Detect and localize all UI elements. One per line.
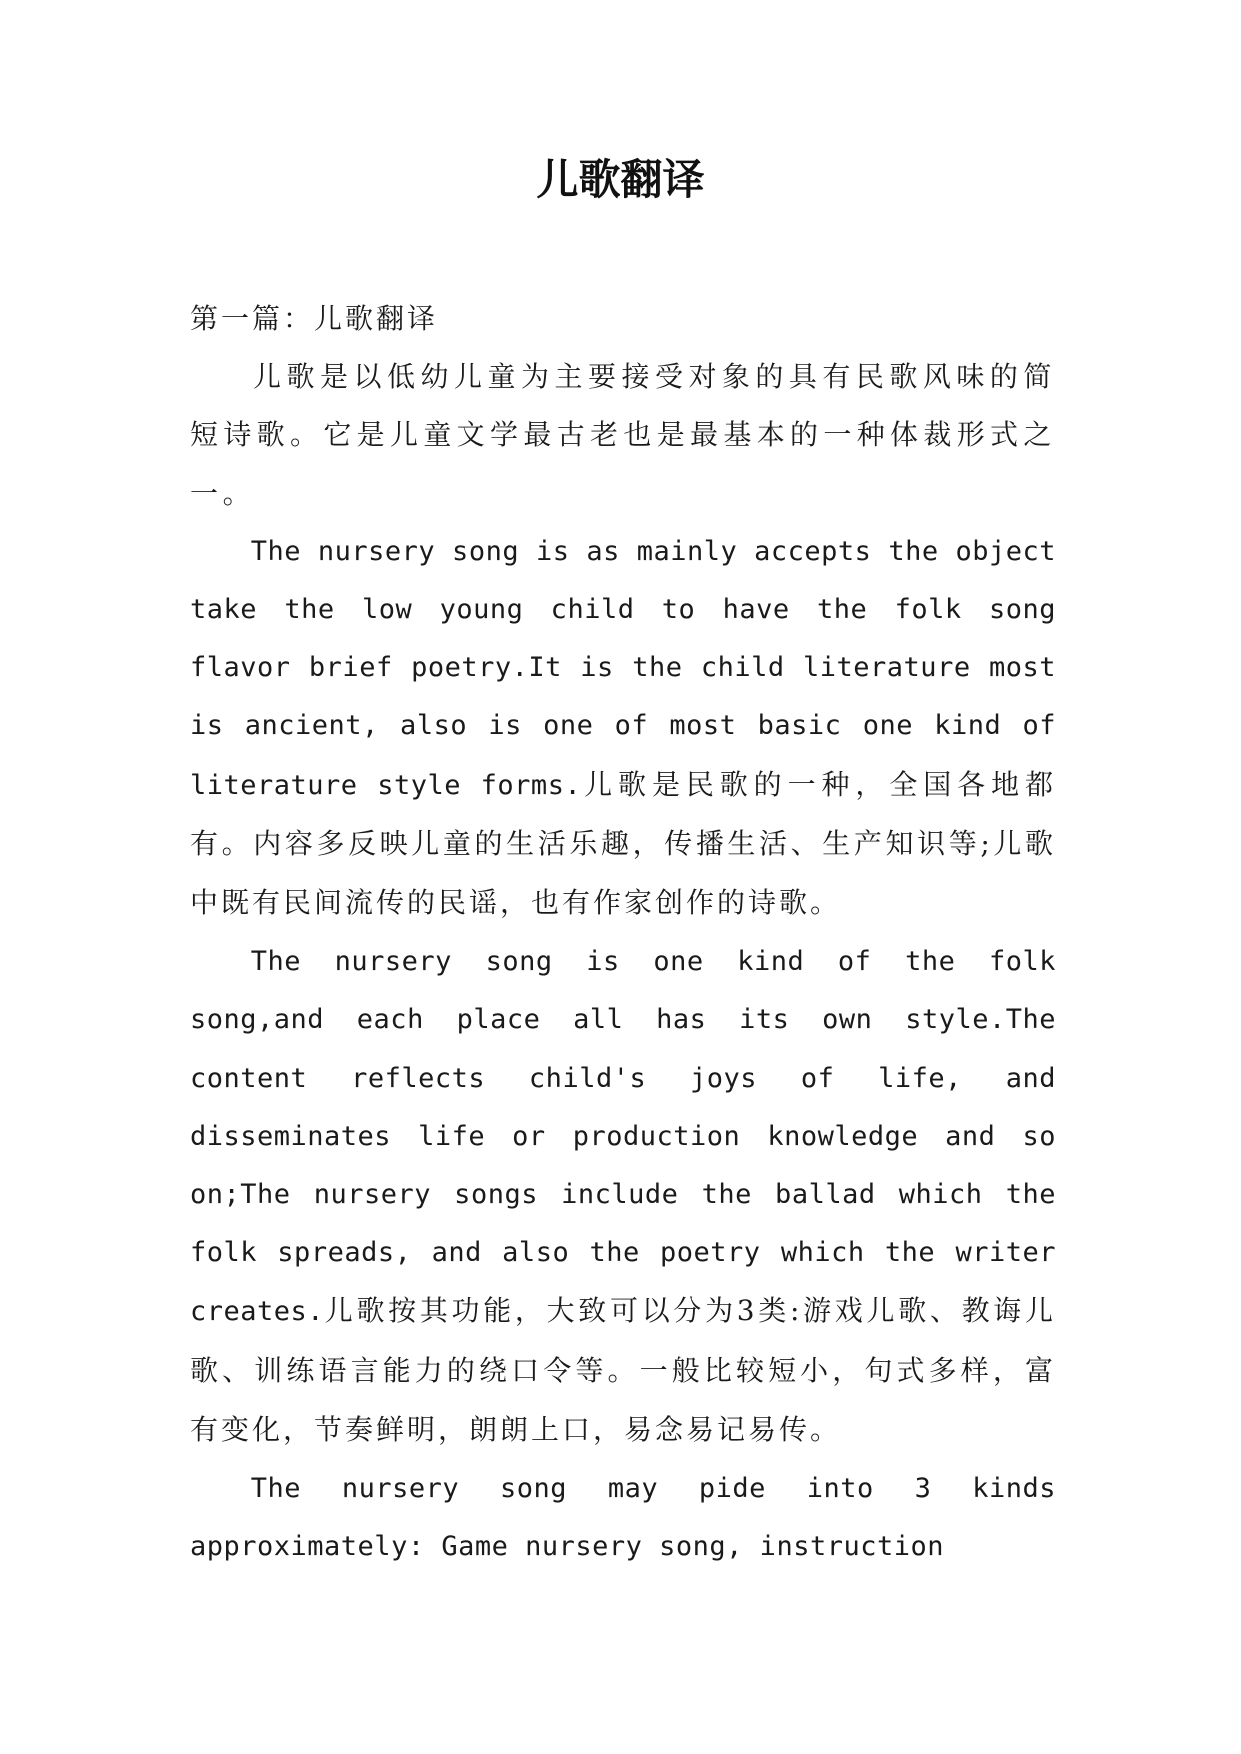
paragraph-3-english: The nursery song is one kind of the folk song,and each place all has its own style.The content reflects child's joys of life, and disseminates life or production knowledge and so on;The nursery songs include the ballad which the folk spreads, and also the poetry which the writer creates. [190,946,1056,1328]
paragraph-2-chinese: 儿歌是民歌的一种，全国各地都有。内容多反映儿童的生活乐趣，传播生活、生产知识等;儿歌中既有民间流传的民谣，也有作家创作的诗歌。 [190,767,1056,920]
document-body [190,290,1056,1576]
paragraph-2 [190,523,1056,933]
section-heading: 第一篇：儿歌翻译 [190,302,439,335]
paragraph-3 [190,933,1056,1460]
document-title: 儿歌翻译 [536,155,705,204]
paragraph-3-chinese: 儿歌按其功能，大致可以分为3类:游戏儿歌、教诲儿歌、训练语言能力的绕口令等。一般比较短小，句式多样，富有变化，节奏鲜明，朗朗上口，易念易记易传。 [190,1294,1056,1446]
paragraph-4: The nursery song may pide into 3 kinds approximately: Game nursery song, instruction [190,1473,1056,1563]
paragraph-1: 儿歌是以低幼儿童为主要接受对象的具有民歌风味的简短诗歌。它是儿童文学最古老也是最基本的一种体裁形式之一。 [190,360,1056,510]
paragraph-2-english: The nursery song is as mainly accepts the object take the low young child to have the folk song flavor brief poetry.It is the child literature most is ancient, also is one of most basic one kind of literature style forms. [190,535,1056,801]
